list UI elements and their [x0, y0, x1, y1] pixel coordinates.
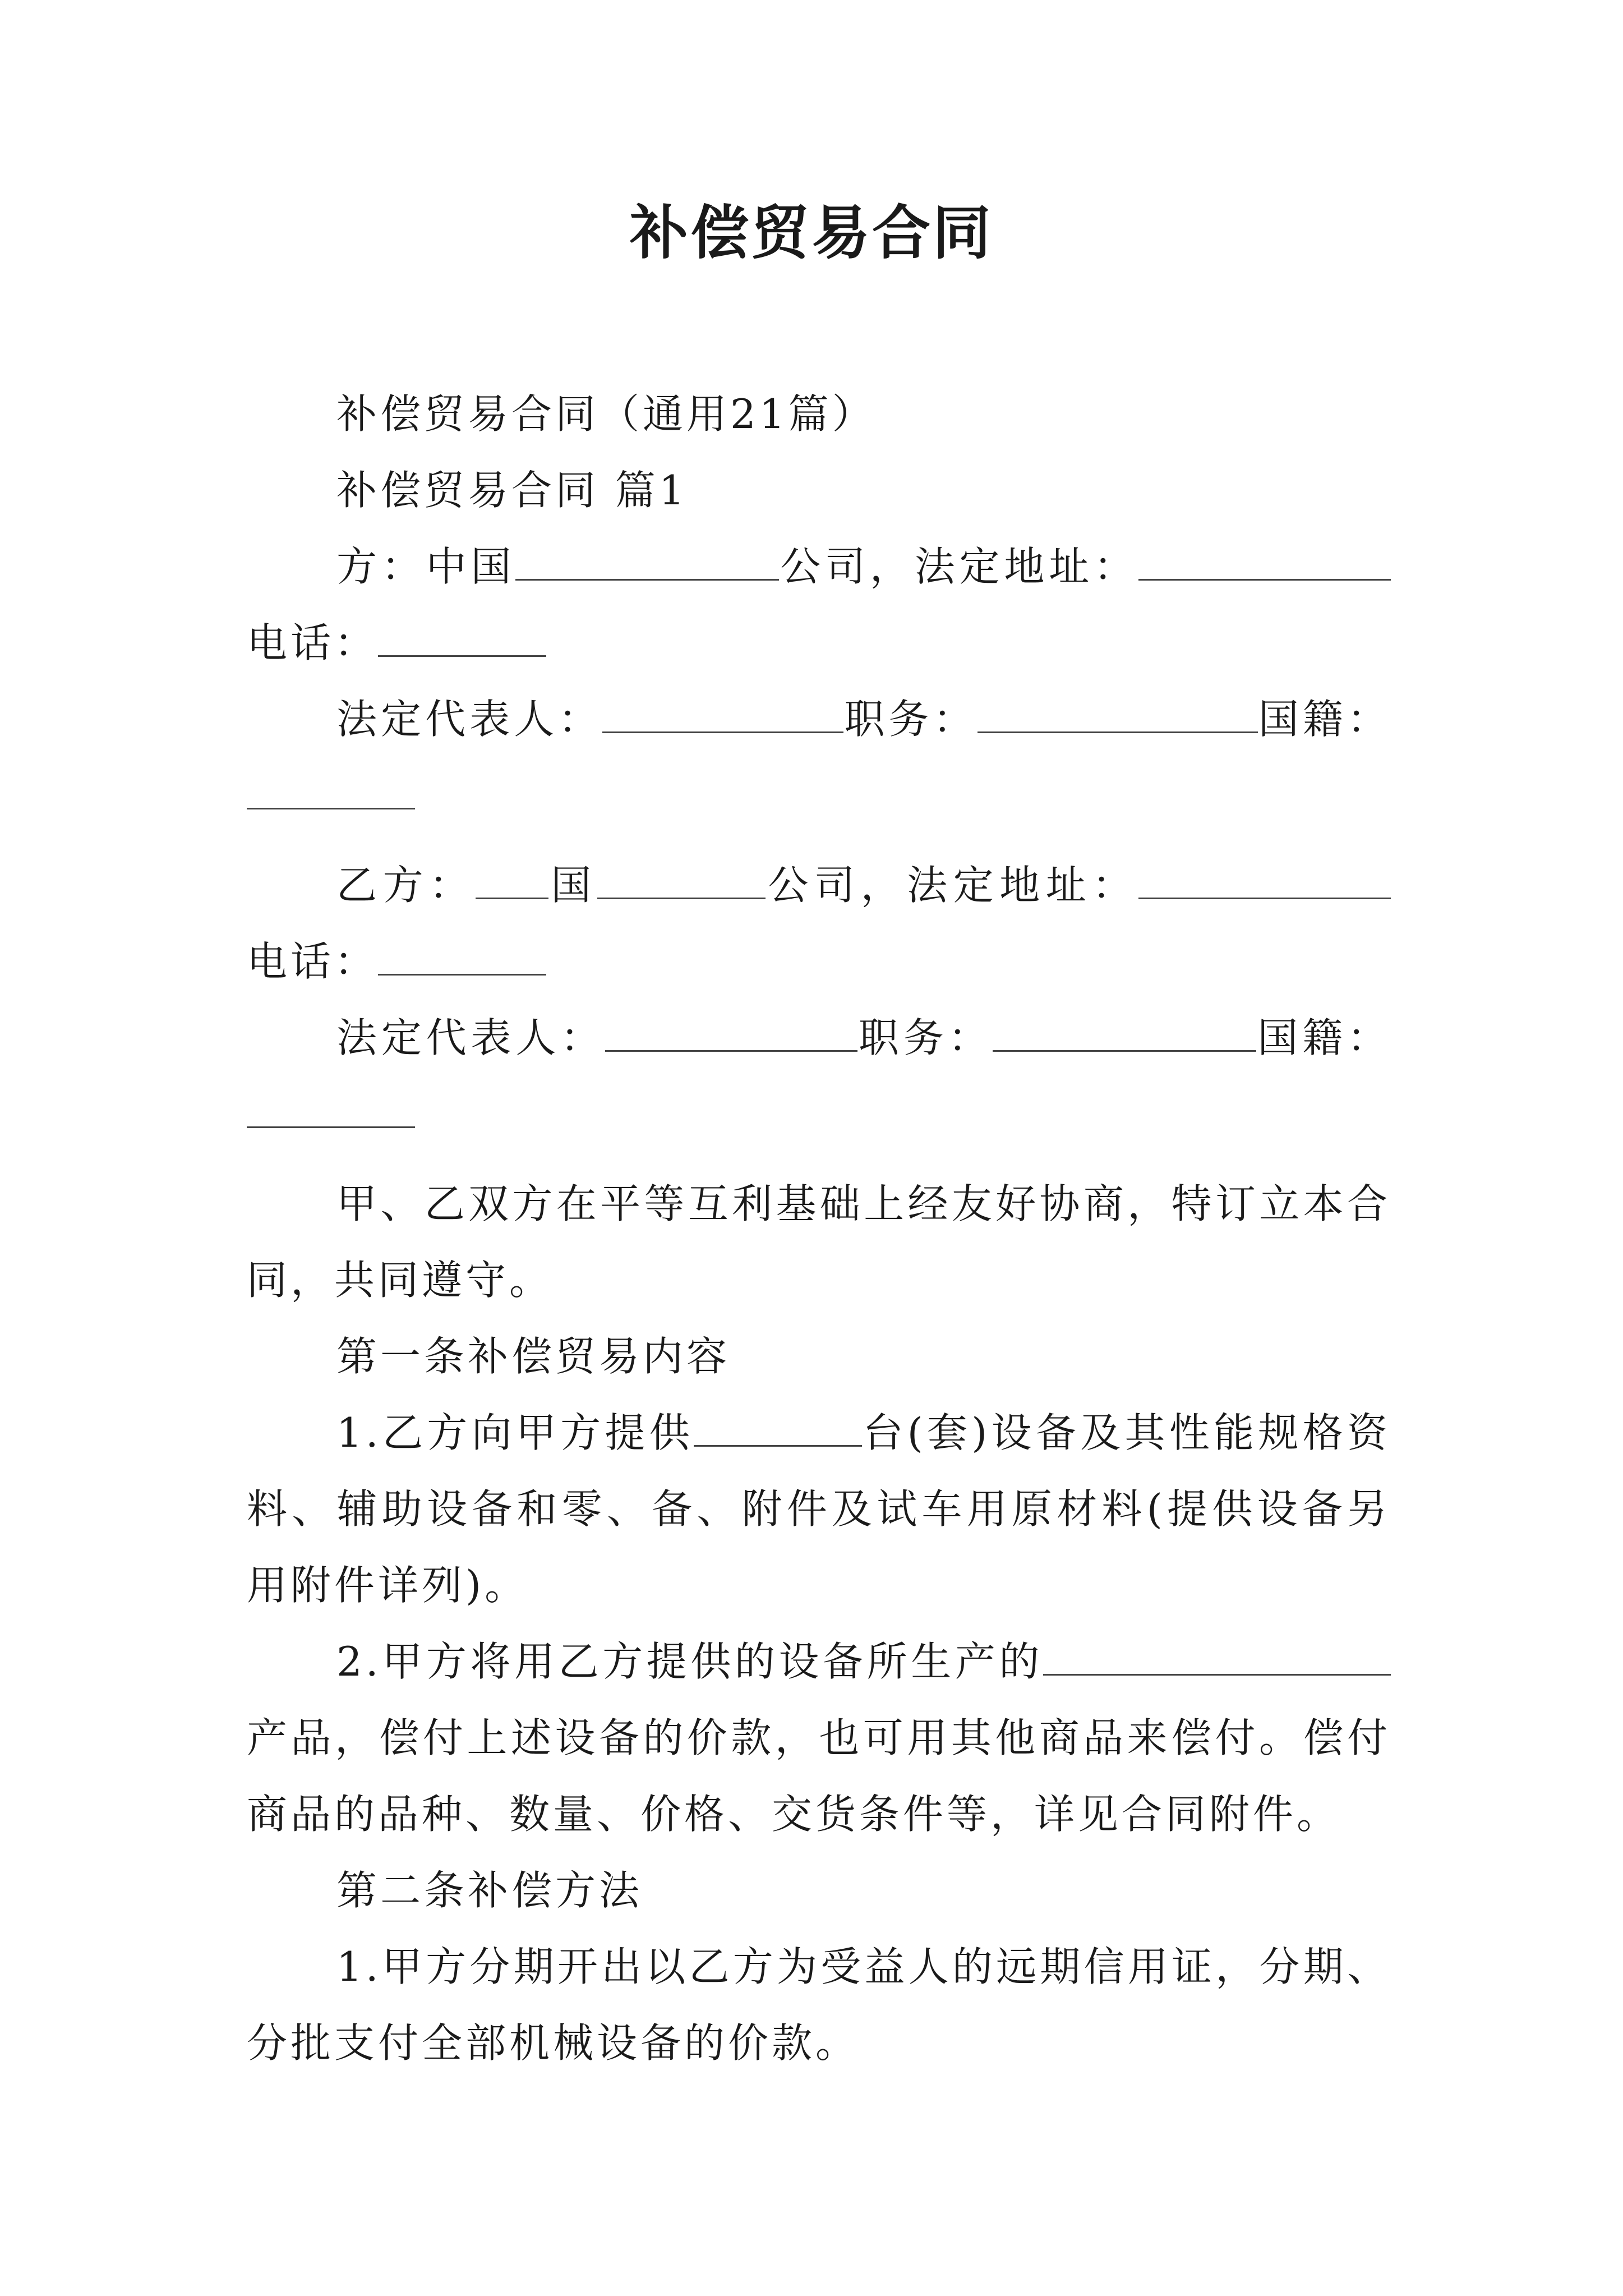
article-2-heading: 第二条补偿方法 [336, 1867, 643, 1914]
party-b-phone-label: 电话： [247, 938, 379, 985]
party-b-company-label: 公司，法定地址： [765, 862, 1138, 909]
article-1-item-2-suffix: 产品，偿付上述设备的价款，也可用其他商品来偿付。偿付商品的品种、数量、价格、交货条件等，详见合同附件。 [247, 1714, 1391, 1838]
party-b-nationality-blank [247, 1093, 415, 1128]
article-2-item-1: 1.甲方分期开出以乙方为受益人的远期信用证，分期、分批支付全部机械设备的价款。 [247, 1943, 1391, 2067]
party-b-prefix: 乙方： [336, 862, 476, 909]
party-b-nationality-label: 国籍： [1256, 1014, 1391, 1061]
party-b-rep-label: 法定代表人： [336, 1014, 606, 1061]
document-body [247, 376, 1391, 2081]
party-b-rep-line [247, 1000, 1391, 1152]
party-b-phone-blank [378, 940, 546, 976]
article-1-item-1-suffix: 台(套)设备及其性能规格资料、辅助设备和零、备、附件及试车用原材料(提供设备另用附件详列)。 [247, 1409, 1391, 1609]
party-a-nationality-blank [247, 774, 415, 809]
party-a-phone-blank [378, 622, 546, 657]
document-title: 补偿贸易合同 [629, 198, 993, 267]
party-b-rep-blank [605, 1016, 857, 1052]
party-b-country-label: 国 [548, 862, 597, 909]
party-a-address-blank [1138, 545, 1391, 581]
party-a-prefix: 方：中国 [336, 543, 516, 590]
party-b-title-blank [993, 1016, 1256, 1052]
party-a-title-label: 职务： [843, 696, 978, 743]
party-a-address-line [247, 528, 1391, 681]
party-a-phone-label: 电话： [247, 619, 379, 666]
article-1-item-1-blank [694, 1411, 862, 1447]
party-a-rep-line [247, 681, 1391, 834]
article-1-heading: 第一条补偿贸易内容 [336, 1333, 731, 1380]
article-1-item-1-prefix: 1.乙方向甲方提供 [336, 1409, 694, 1456]
party-b-company-blank [597, 864, 766, 899]
party-a-rep-blank [602, 698, 843, 733]
party-b-title-label: 职务： [857, 1014, 993, 1061]
article-1-item-2-blank [1043, 1640, 1391, 1676]
party-b-address-blank [1138, 864, 1391, 899]
party-a-rep-label: 法定代表人： [336, 696, 603, 743]
party-a-company-label: 公司，法定地址： [779, 543, 1138, 590]
party-a-title-blank [978, 698, 1258, 733]
article-1-item-1 [247, 1395, 1391, 1623]
section-heading: 补偿贸易合同 篇1 [336, 467, 688, 514]
party-a-nationality-label: 国籍： [1257, 696, 1391, 743]
article-1-item-2 [247, 1623, 1391, 1852]
party-b-address-line [247, 847, 1391, 1000]
article-1-item-2-prefix: 2.甲方将用乙方提供的设备所生产的 [336, 1638, 1043, 1685]
intro-paragraph: 甲、乙双方在平等互利基础上经友好协商，特订立本合同，共同遵守。 [247, 1180, 1391, 1304]
party-b-country-blank [476, 864, 548, 899]
document-subtitle: 补偿贸易合同（通用21篇） [336, 390, 876, 438]
party-a-company-blank [515, 545, 779, 581]
